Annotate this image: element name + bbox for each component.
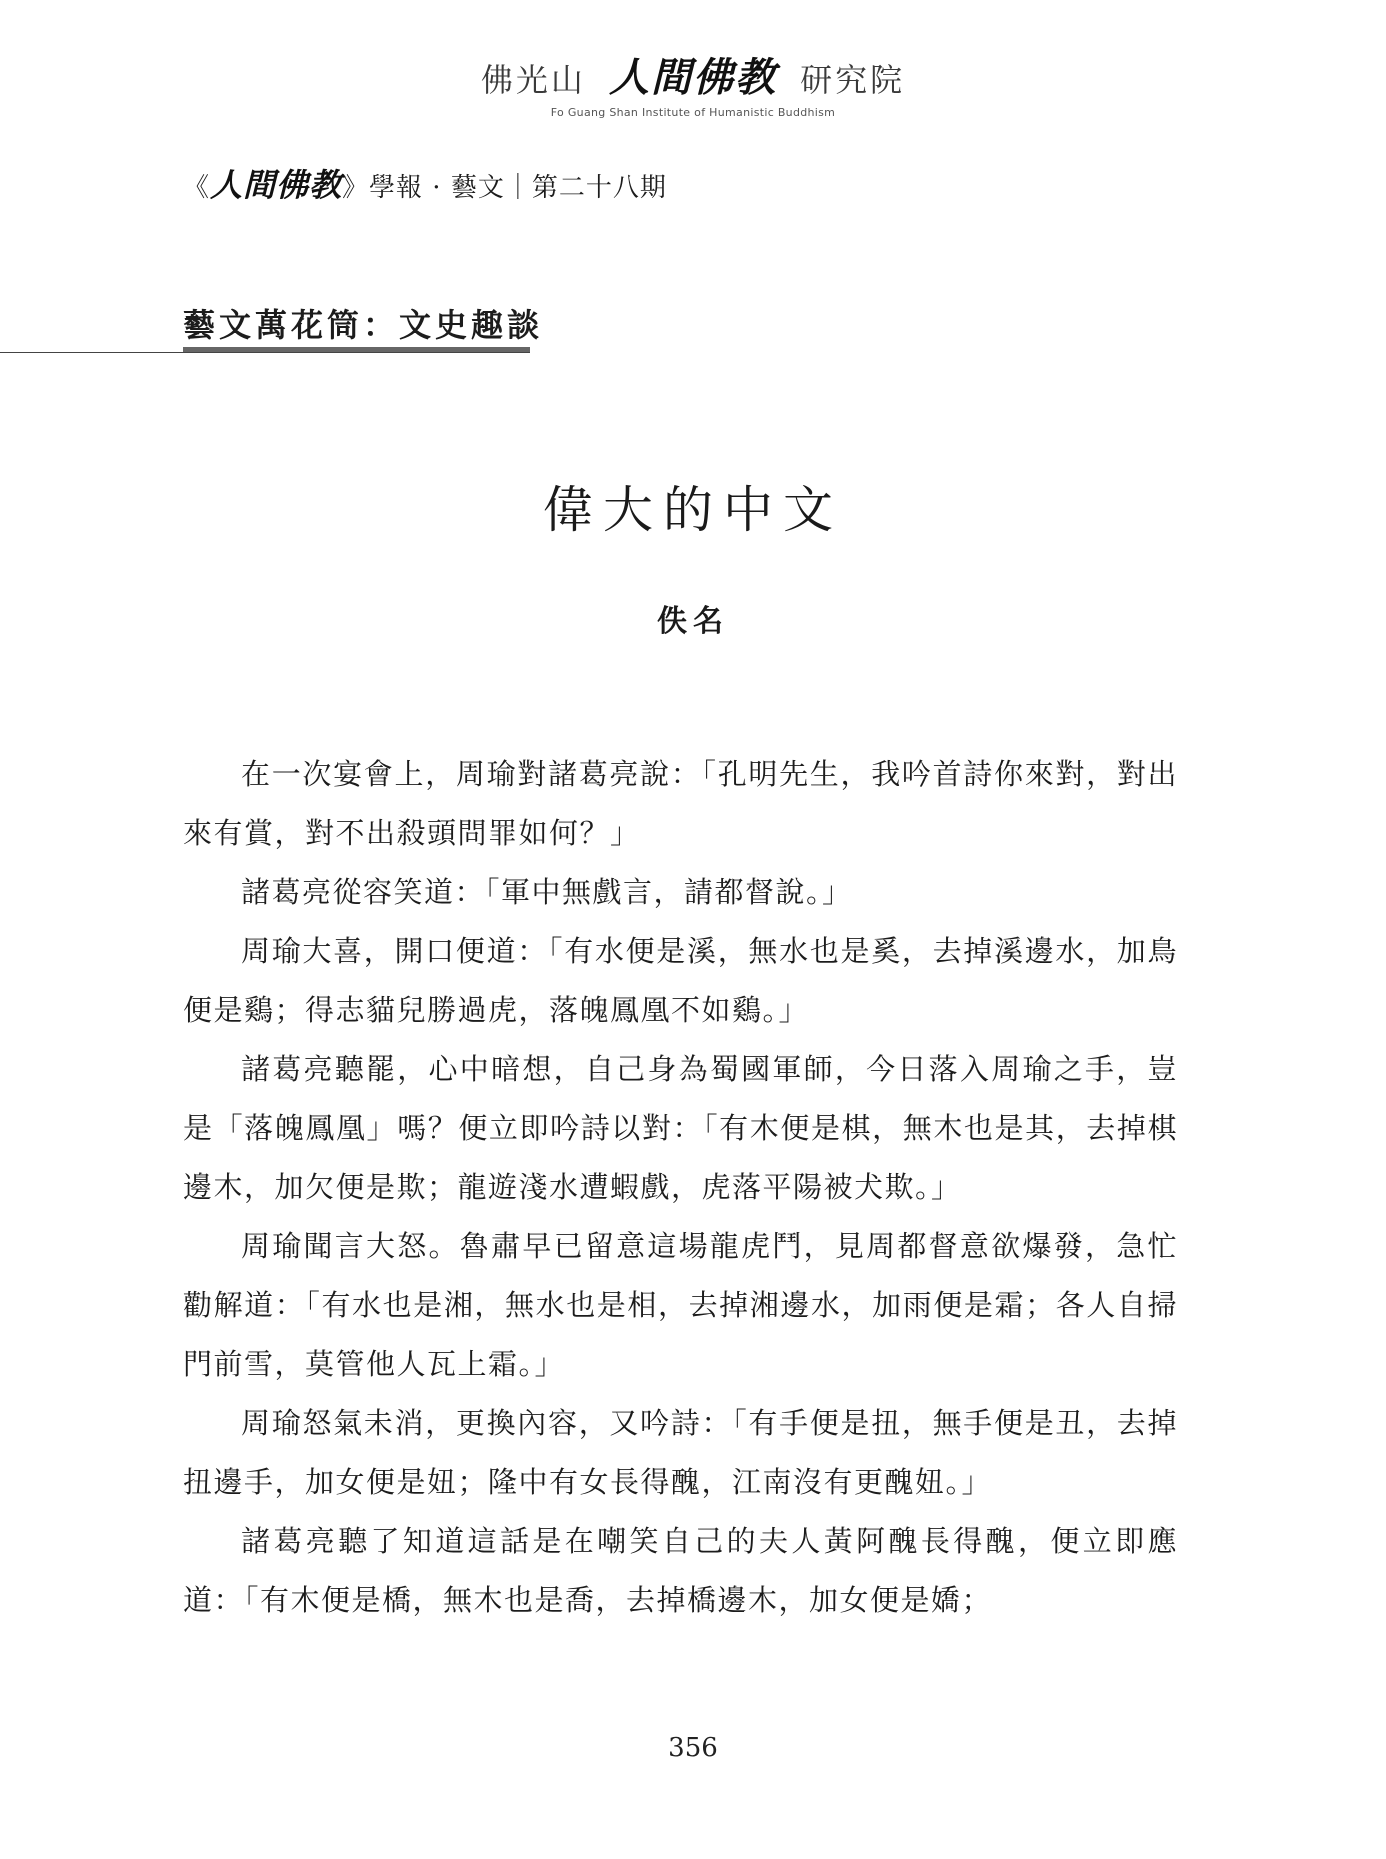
institute-english-name: Fo Guang Shan Institute of Humanistic Buddhism	[550, 106, 836, 119]
section-underline	[183, 347, 530, 352]
institute-prefix: 佛光山	[480, 61, 586, 99]
paragraph: 周瑜怒氣未消，更換內容，又吟詩：「有手便是扭，無手便是丑，去掉扭邊手，加女便是妞；隆中有女長得醜，江南沒有更醜妞。」	[183, 1406, 1178, 1499]
humanistic-buddhism-logo: 人間佛教	[609, 55, 777, 101]
journal-issue-text: 學報 · 藝文｜第二十八期	[369, 173, 667, 203]
journal-open-quote: 《	[183, 173, 211, 203]
paragraph: 周瑜大喜，開口便道：「有水便是溪，無水也是奚，去掉溪邊水，加鳥便是鷄；得志貓兒勝過虎，落魄鳳凰不如鷄。」	[183, 934, 1178, 1027]
paragraph: 在一次宴會上，周瑜對諸葛亮說：「孔明先生，我吟首詩你來對，對出來有賞，對不出殺頭問罪如何？」	[183, 757, 1178, 850]
article-author: 佚名	[657, 604, 729, 639]
paragraph: 諸葛亮聽了知道這話是在嘲笑自己的夫人黃阿醜長得醜，便立即應道：「有木便是橋，無木也是喬，去掉橋邊木，加女便是嬌；	[183, 1524, 1178, 1617]
journal-issue-line	[183, 160, 667, 206]
journal-logo: 人間佛教	[210, 166, 343, 204]
paragraph: 諸葛亮從容笑道：「軍中無戲言，請都督說。」	[241, 875, 853, 909]
article-body	[183, 745, 1178, 1630]
paragraph: 諸葛亮聽罷，心中暗想，自己身為蜀國軍師，今日落入周瑜之手，豈是「落魄鳳凰」嗎？便立即吟詩以對：「有木便是棋，無木也是其，去掉棋邊木，加欠便是欺；龍遊淺水遭蝦戲，虎落平陽被犬欺。」	[183, 1052, 1178, 1204]
paragraph: 周瑜聞言大怒。魯肅早已留意這場龍虎鬥，見周都督意欲爆發，急忙勸解道：「有水也是湘，無水也是相，去掉湘邊水，加雨便是霜；各人自掃門前雪，莫管他人瓦上霜。」	[183, 1229, 1178, 1381]
institute-name	[0, 55, 1386, 101]
section-heading: 藝文萬花筒：文史趣談	[183, 306, 544, 344]
page-number: 356	[668, 1733, 718, 1763]
journal-close-quote: 》	[342, 173, 370, 203]
institute-suffix: 研究院	[800, 61, 906, 99]
section-rule	[0, 352, 530, 353]
article-title: 偉大的中文	[543, 481, 843, 539]
institute-header	[0, 55, 1386, 119]
